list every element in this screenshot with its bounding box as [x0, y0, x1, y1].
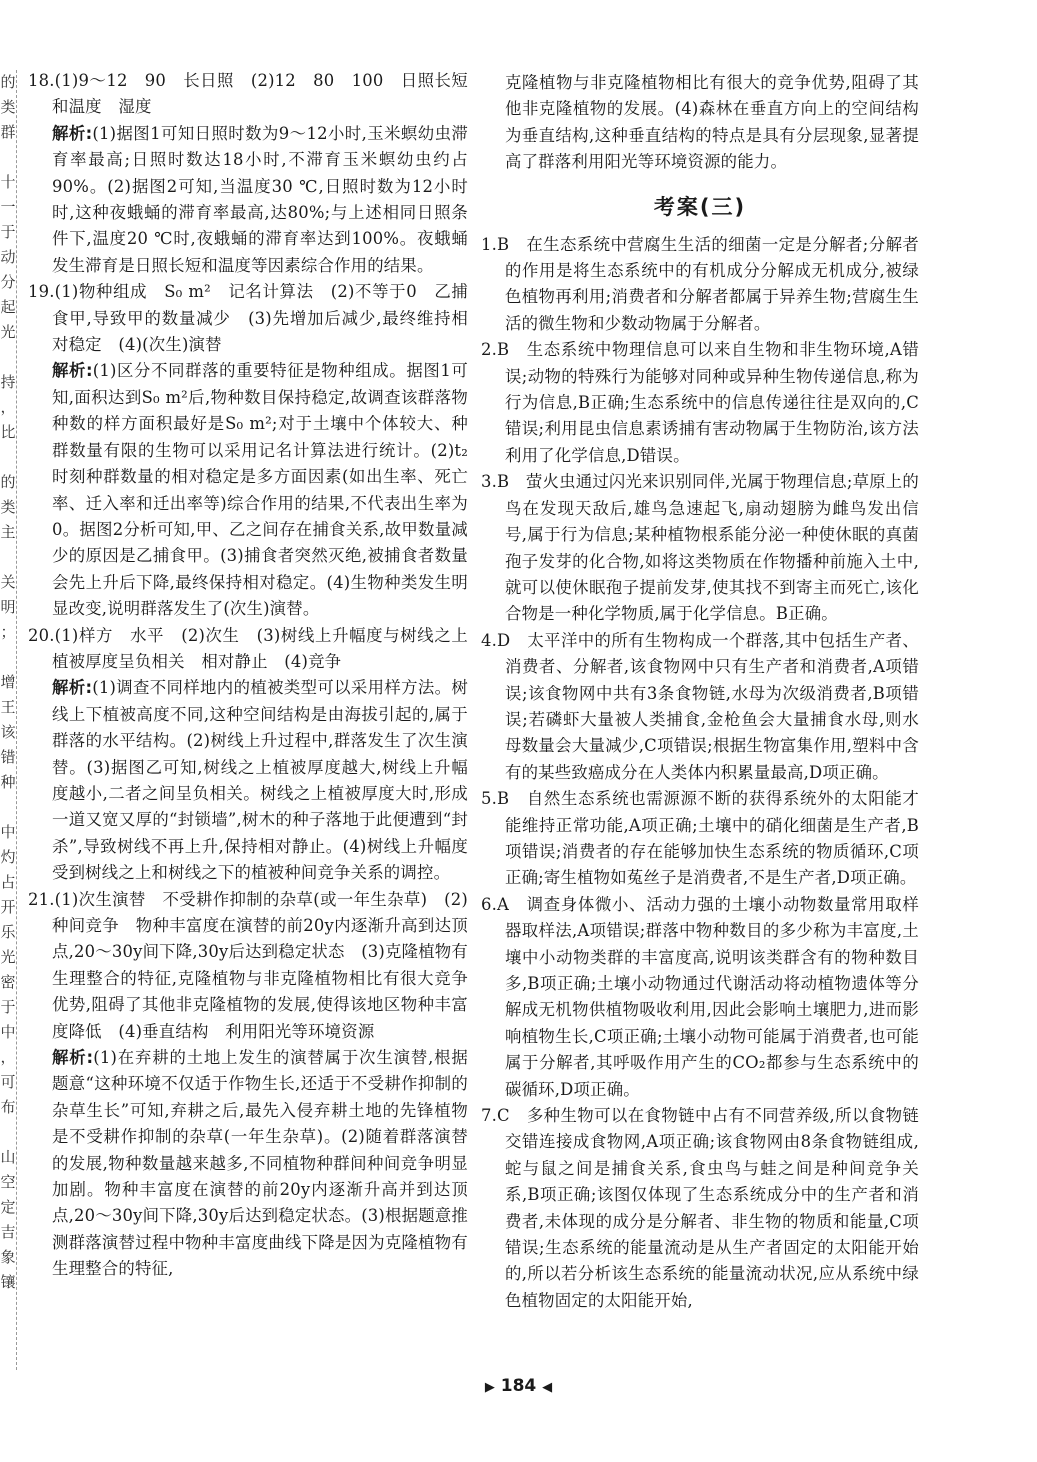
- answer-line: 21.(1)次生演替 不受耕作抑制的杂草(或一年生杂草) (2)种间竞争 物种丰富度在演替的前20y内逐渐升高到达顶点,20～30y间下降,30y后达到稳定状态 (3)克隆植物有生理整合的特征,克隆植物与非克隆植物相比有很大竞争优势,阻碍了其他非克隆植物的发展,使得该地区物种丰富度降低 (4)垂直结构 利用阳光等环境资源: [28, 889, 468, 1041]
- answer-item-1: 1.B 在生态系统中营腐生生活的细菌一定是分解者;分解者的作用是将生态系统中的有机成分分解成无机成分,被绿色植物再利用;消费者和分解者都属于异养生物;营腐生生活的微生物和少数动物属于分解者。: [481, 234, 919, 333]
- answer-item-3: 3.B 萤火虫通过闪光来识别同伴,光属于物理信息;草原上的鸟在发现天敌后,雄鸟急速起飞,扇动翅膀为雌鸟发出信号,属于行为信息;某种植物根系能分泌一种使休眠的真菌孢子发芽的化合物,如将这类物质在作物播种前施入土中,就可以使休眠孢子提前发芽,使其找不到寄主而死亡,该化合物是一种化学物质,属于化学信息。B正确。: [481, 472, 919, 624]
- page-marker-right-icon: ◀: [542, 1380, 553, 1395]
- edge-char: [0, 145, 16, 170]
- edge-char: [0, 1120, 16, 1145]
- edge-char: 起: [0, 298, 16, 316]
- edge-char: ，: [0, 398, 16, 416]
- answer-item-2: 2.B 生态系统中物理信息可以来自生物和非生物环境,A错误;动物的特殊行为能够对同种或异种生物传递信息,称为行为信息,B正确;生态系统中的信息传递往往是双向的,C错误;利用昆虫信息素诱捕有害动物属于生物防治,该方法利用了化学信息,D错误。: [481, 340, 919, 465]
- answer-item-5: 5.B 自然生态系统也需源源不断的获得系统外的太阳能才能维持正常功能,A项正确;土壤中的硝化细菌是生产者,B项错误;消费者的存在能够加快生态系统的物质循环,C项正确;寄生植物如菟丝子是消费者,不是生产者,D项正确。: [481, 789, 919, 888]
- edge-char: [0, 345, 16, 370]
- explanation: [28, 1045, 468, 1283]
- answer-item-6: 6.A 调查身体微小、活动力强的土壤小动物数量常用取样器取样法,A项错误;群落中物种数目的多少称为丰富度,土壤中小动物类群的丰富度高,说明该类群含有的物种数目多,B项正确;土壤小动物通过代谢活动将动植物遗体等分解成无机物供植物吸收利用,因此会影响土壤肥力,进而影响植物生长,C项正确;土壤小动物可能属于消费者,也可能属于分解者,其呼吸作用产生的CO₂都参与生态系统中的碳循环,D项正确。: [481, 894, 919, 1099]
- edge-char: 开: [0, 898, 16, 916]
- edge-char: 光: [0, 948, 16, 966]
- edge-char: 分: [0, 273, 16, 291]
- page-marker-left-icon: ▶: [484, 1380, 495, 1395]
- edge-char: 象: [0, 1248, 16, 1266]
- edge-char: 增: [0, 673, 16, 691]
- edge-char: [0, 645, 16, 670]
- explanation-label: 解析:: [52, 678, 93, 698]
- answer-line: 19.(1)物种组成 S₀ m² 记名计算法 (2)不等于0 乙捕食甲,导致甲的数量减少 (3)先增加后减少,最终维持相对稳定 (4)(次生)演替: [28, 282, 468, 355]
- explanation-label: 解析:: [52, 123, 93, 143]
- edge-char: 占: [0, 873, 16, 891]
- edge-char: [0, 445, 16, 470]
- right-column: [481, 70, 919, 1314]
- edge-char: [0, 795, 16, 820]
- edge-char: 的: [0, 73, 16, 91]
- answer-item-20: [28, 623, 468, 887]
- edge-char: 可: [0, 1073, 16, 1091]
- edge-char: 山: [0, 1148, 16, 1166]
- edge-char: 比: [0, 423, 16, 441]
- edge-char: 王: [0, 698, 16, 716]
- edge-char: 空: [0, 1173, 16, 1191]
- explanation-label: 解析:: [52, 361, 93, 381]
- explanation: [28, 121, 468, 279]
- continued-explanation: 克隆植物与非克隆植物相比有很大的竞争优势,阻碍了其他非克隆植物的发展。(4)森林在垂直方向上的空间结构为垂直结构,这种垂直结构的特点是具有分层现象,显著提高了群落利用阳光等环境资源的能力。: [505, 73, 919, 172]
- explanation-label: 解析:: [52, 1048, 94, 1068]
- edge-char: 持: [0, 373, 16, 391]
- left-column: [28, 68, 468, 1283]
- edge-char: 中: [0, 1023, 16, 1041]
- edge-char: ，: [0, 1048, 16, 1066]
- binding-fold-line: [16, 70, 18, 1370]
- section-title: 考案(三): [653, 194, 747, 219]
- answer-item-7: 7.C 多种生物可以在食物链中占有不同营养级,所以食物链交错连接成食物网,A项正确;该食物网由8条食物链组成,蛇与鼠之间是捕食关系,食虫鸟与蛙之间是种间竞争关系,B项正确;该图仅体现了生态系统成分中的生产者和消费者,未体现的成分是分解者、非生物的物质和能量,C项错误;生态系统的能量流动是从生产者固定的太阳能开始的,所以若分析该生态系统的能量流动状况,应从系统中绿色植物固定的太阳能开始,: [481, 1106, 919, 1310]
- explanation-text: (1)在弃耕的土地上发生的演替属于次生演替,根据题意“这种环境不仅适于作物生长,还适于不受耕作抑制的杂草生长”可知,弃耕之后,最先入侵弃耕土地的先锋植物是不受耕作抑制的杂草(一年生杂草)。(2)随着群落演替的发展,物种数量越来越多,不同植物种群间种间竞争明显加剧。物种丰富度在演替的前20y内逐渐升高并到达顶点,20～30y间下降,30y后达到稳定状态。(3)根据题意推测群落演替过程中物种丰富度曲线下降是因为克隆植物有生理整合的特征,: [52, 1048, 468, 1279]
- edge-char: 镶: [0, 1273, 16, 1291]
- edge-char: 于: [0, 998, 16, 1016]
- page-number: 184: [500, 1376, 537, 1396]
- edge-char: 动: [0, 248, 16, 266]
- answer-item-4: 4.D 太平洋中的所有生物构成一个群落,其中包括生产者、消费者、分解者,该食物网中只有生产者和消费者,A项错误;该食物网中共有3条食物链,水母为次级消费者,B项错误;若磷虾大量被人类捕食,金枪鱼会大量捕食水母,则水母数量会大量减少,C项错误;根据生物富集作用,塑料中含有的某些致癌成分在人类体内积累量最高,D项正确。: [481, 630, 919, 782]
- edge-char: 乐: [0, 923, 16, 941]
- page-footer: [0, 1376, 1037, 1396]
- explanation: [28, 358, 468, 622]
- edge-char: 于: [0, 223, 16, 241]
- answer-line: 20.(1)样方 水平 (2)次生 (3)树线上升幅度与树线之上植被厚度呈负相关 相对静止 (4)竞争: [28, 625, 468, 671]
- explanation-text: (1)调查不同样地内的植被类型可以采用样方法。树线上下植被高度不同,这种空间结构是由海拔引起的,属于群落的水平结构。(2)树线上升过程中,群落发生了次生演替。(3)据图乙可知,树线之上植被厚度越大,树线上升幅度越小,二者之间呈负相关。树线之上植被厚度大时,形成一道又宽又厚的“封锁墙”,树木的种子落地于此便遭到“封杀”,导致树线不再上升,保持相对静止。(4)树线上升幅度受到树线之上和树线之下的植被种间竞争关系的调控。: [52, 678, 468, 883]
- edge-char: 关: [0, 573, 16, 591]
- explanation-text: (1)区分不同群落的重要特征是物种组成。据图1可知,面积达到S₀ m²后,物种数目保持稳定,故调查该群落物种数的样方面积最好是S₀ m²;对于土壤中个体较大、种群数量有限的生物可以采用记名计算法进行统计。(2)t₂时刻种群数量的相对稳定是多方面因素(如出生率、死亡率、迁入率和迁出率等)综合作用的结果,不代表出生率为0。据图2分析可知,甲、乙之间存在捕食关系,故甲数量减少的原因是乙捕食甲。(3)捕食者突然灭绝,被捕食者数量会先上升后下降,最终保持相对稳定。(4)生物种类发生明显改变,说明群落发生了(次生)演替。: [52, 361, 468, 619]
- answer-item-18: [28, 68, 468, 279]
- edge-char: 光: [0, 323, 16, 341]
- answer-item-21: [28, 887, 468, 1283]
- edge-char: 中: [0, 823, 16, 841]
- explanation-text: (1)据图1可知日照时数为9～12小时,玉米螟幼虫滞育率最高;日照时数达18小时,不滞育玉米螟幼虫约占90%。(2)据图2可知,当温度30 ℃,日照时数为12小时时,这种夜蛾蛹的滞育率最高,达80%;与上述相同日照条件下,温度20 ℃时,夜蛾蛹的滞育率达到100%。夜蛾蛹发生滞育是日照长短和温度等因素综合作用的结果。: [52, 123, 469, 275]
- edge-char: 的: [0, 473, 16, 491]
- edge-char: 类: [0, 498, 16, 516]
- edge-char: 种: [0, 773, 16, 791]
- edge-char: 十: [0, 173, 16, 191]
- edge-char: [0, 545, 16, 570]
- answer-line: 18.(1)9～12 90 长日照 (2)12 80 100 日照长短和温度 湿度: [28, 71, 468, 117]
- edge-char: 密: [0, 973, 16, 991]
- edge-char: 该: [0, 723, 16, 741]
- explanation: [28, 675, 468, 886]
- edge-char: 一: [0, 198, 16, 216]
- edge-char: ；: [0, 623, 16, 641]
- edge-char: 群: [0, 123, 16, 141]
- edge-char: 定: [0, 1198, 16, 1216]
- edge-char: 吉: [0, 1223, 16, 1241]
- answer-item-19: [28, 279, 468, 622]
- edge-char: 布: [0, 1098, 16, 1116]
- edge-char: 主: [0, 523, 16, 541]
- edge-char: 错: [0, 748, 16, 766]
- edge-char: 明: [0, 598, 16, 616]
- binding-edge-text: [0, 70, 16, 1370]
- edge-char: 灼: [0, 848, 16, 866]
- edge-char: 类: [0, 98, 16, 116]
